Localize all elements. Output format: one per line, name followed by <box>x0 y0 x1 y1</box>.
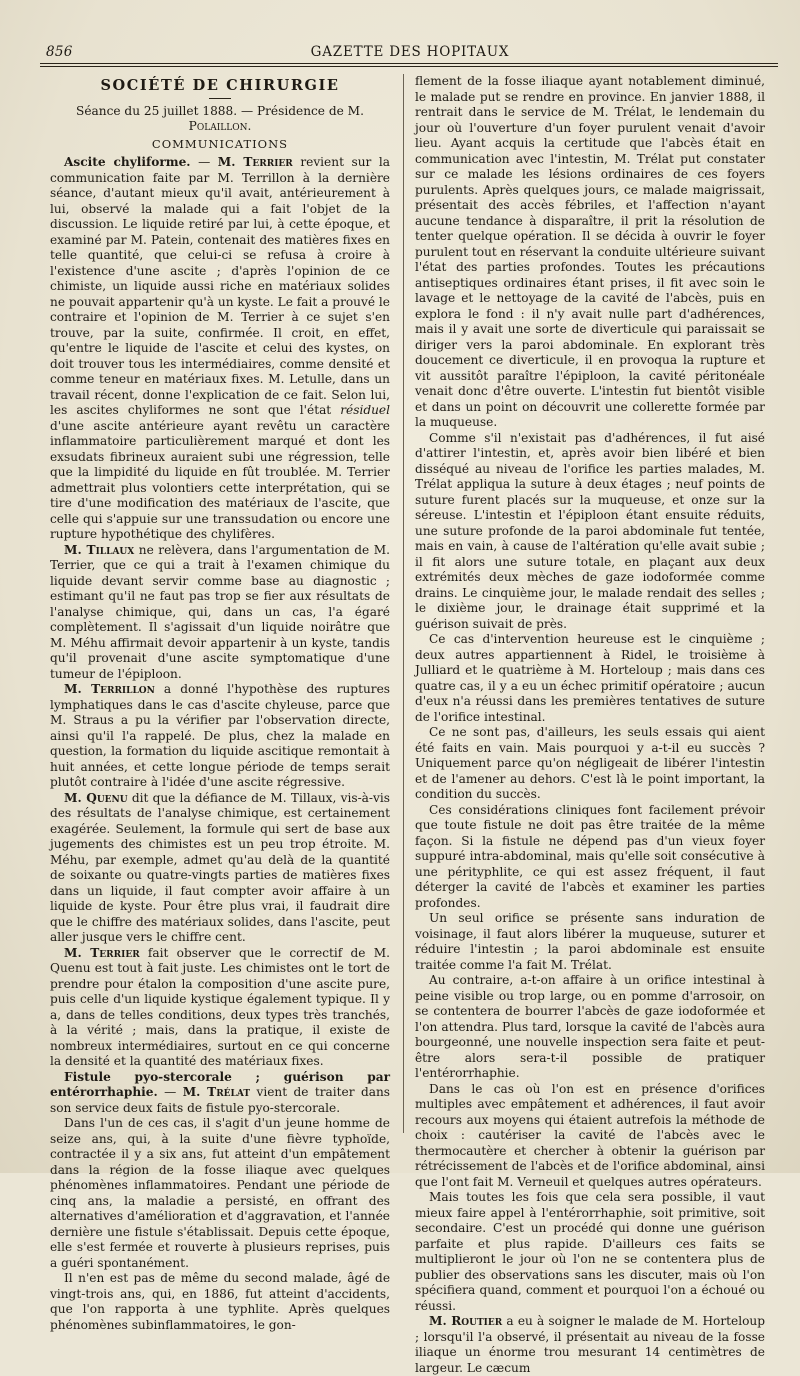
communications-heading: COMMUNICATIONS <box>151 136 289 151</box>
suture-paragraph: Comme s'il n'existait pas d'adhérences, il fut aisé d'attirer l'intestin, et, après avoir bien libéré et bien disséqué au niveau de l'orifice les parties malades, M. Trélat appliqua la suture à deux étages ; neuf points de suture furent placés sur la muqueuse, et onze sur la séreuse. L'intestin et l'épiploon étant ensuite réduits, une suture profonde de la paroi abdominale fut tentée, mais en vain, à cause de l'altération qu'elle avait subie ; il fit alors une suture totale, en plaçant aux deux extrémités deux mèches de gaze iodoformée comme drains. Le cinquième jour, le malade rendait des selles ; le dixième jour, le drainage était supprimé et la guérison suivait de près. <box>415 430 765 631</box>
ascite-text-1: revient sur la communication faite par M. Terrillon à la dernière séance, d'autant mieux qu'il avait, antérieurement à lui, observé la malade qui a fait l'objet de la discussion. Le liquide retiré par lui, à cette époque, et examiné par M. Patein, contenait des matières fixes en telle quantité, que celui-ci se refusa à croire à l'existence d'une ascite ; d'après l'opinion de ce chimiste, un liquide aussi riche en matériaux solides ne pouvait appartenir qu'à un kyste. Le fait a prouvé le contraire et l'opinion de M. Terrier à ce sujet s'en trouve, par la suite, confirmée. Il croit, en effet, qu'entre le liquide de l'ascite et celui des kystes, on doit trouver tous les intermédiaires, comme densité et comme teneur en matériaux fixes. M. Letulle, dans un travail récent, donne l'explication de ce fait. Selon lui, les ascites chyliformes ne sont que l'état <box>50 155 391 417</box>
seance-text: Séance du 25 juillet 1888. — Présidence de M. <box>76 103 364 118</box>
terrier-reply-speaker: M. Terrier <box>64 945 140 960</box>
seance-president: Polaillon <box>188 119 248 133</box>
continuation-paragraph: flement de la fosse iliaque ayant notablement diminué, le malade put se rendre en province. En janvier 1888, il rentrait dans le service de M. Trélat, le lendemain du jour où l'ouverture d'un foyer purulent venait d'avoir lieu. Ayant acquis la certitude que l'abcès était en communication avec l'intestin, M. Trélat put constater sur ce malade les lésions ordinaires de ces foyers purulents. Après quelques jours, ce malade maigrissait, présentait des accès fébriles, et l'affection n'ayant aucune tendance à disparaître, il prit la résolution de tenter quelque opération. Il se décida à ouvrir le foyer purulent tout en réservant la conduite ultérieure suivant l'état des parties profondes. Toutes les précautions antiseptiques ordinaires étant prises, il fit avec soin le lavage et le nettoyage de la cavité de l'abcès, puis en explora le fond : il n'y avait nulle part d'adhérences, mais il y avait une sorte de diverticule qui paraissait se diriger vers la paroi abdominale. En explorant très doucement ce diverticule, il en provoqua la rupture et vit aussitôt paraître l'épiploon, la cavité péritonéale venait donc d'être ouverte. L'intestin fut bientôt visible et dans un point on découvrit une collerette formée par la muqueuse. <box>415 74 765 429</box>
ascite-residual: résiduel <box>340 403 390 417</box>
routier-speaker: M. Routier <box>429 1314 503 1328</box>
case-one-paragraph: Dans l'un de ces cas, il s'agit d'un jeune homme de seize ans, qui, à la suite d'une fièvre typhoïde, contractée il y a six ans, fut atteint d'un empâtement dans la région de la fosse iliaque avec quelques phénomènes inflammatoires. Pendant une période de cinq ans, la maladie a persisté, en offrant des alternatives d'amélioration et d'aggravation, et l'année dernière une fistule s'établissait. Depuis cette époque, elle s'est fermée et rouverte à plusieurs reprises, puis a guéri spontanément. <box>50 1116 390 1270</box>
terrier-reply-text: fait observer que le correctif de M. Quenu est tout à fait juste. Les chimistes ont le tort de prendre pour étalon la composition d'une ascite pure, puis celle d'un liquide kystique également typique. Il y a, dans de telles conditions, deux types très tranchés, à la vérité ; mais, dans la pratique, il existe de nombreux intermédiaires, surtout en ce qui concerne la densité et la quantité des matériaux fixes. <box>50 945 390 1068</box>
fistule-paragraph <box>50 1070 390 1117</box>
seance-line <box>50 104 390 135</box>
ascite-speaker: M. Terrier <box>217 155 293 169</box>
fistule-dash: — <box>157 1085 183 1099</box>
tillaux-speaker: M. Tillaux <box>64 542 135 557</box>
fistule-title: Fistule pyo-stercorale ; guérison par entérorrhaphie. <box>50 1069 390 1099</box>
routier-paragraph <box>415 1314 765 1376</box>
case-two-paragraph: Il n'en est pas de même du second malade, âgé de vingt-trois ans, qui, en 1886, fut atteint d'accidents, que l'on rapporta à une typhlite. Après quelques phénomènes subinflammatoires, le gon- <box>50 1271 390 1332</box>
title-divider <box>209 98 231 99</box>
routier-text: a eu à soigner le malade de M. Horteloup ; lorsqu'il l'a observé, il présentait au niveau de la fosse iliaque un énorme trou mesurant 14 centimètres de largeur. Le cæcum <box>415 1314 765 1375</box>
cases-paragraph: Ce cas d'intervention heureuse est le cinquième ; deux autres appartiennent à Ridel, le troisième à Julliard et le quatrième à M. Horteloup ; mais dans ces quatre cas, il y a eu un échec primitif opératoire ; aucun d'eux n'a réussi dans les premières tentatives de suture de l'orifice intestinal. <box>415 632 765 724</box>
left-column <box>50 74 391 1332</box>
header-rule <box>40 63 778 67</box>
ascite-text-2: d'une ascite antérieure ayant revêtu un caractère inflammatoire particulièrement marqué et dont les exsudats fibrineux auraient subi une régression, telle que la limpidité du liquide en fût troublée. M. Terrier admettrait plus volontiers cette interprétation, qui se tire d'une modification des matériaux de l'ascite, que celle qui s'appuie sur une transsudation ou encore une rupture hypothétique des chylifères. <box>50 418 390 541</box>
section-title: SOCIÉTÉ DE CHIRURGIE <box>100 77 340 94</box>
ascite-paragraph <box>50 155 390 543</box>
column-divider <box>403 74 404 1133</box>
fistule-speaker: M. Trélat <box>182 1085 251 1099</box>
quenu-speaker: M. Quenu <box>64 790 128 805</box>
ascite-dash: — <box>190 155 218 169</box>
quenu-text: dit que la défiance de M. Tillaux, vis-à-vis des résultats de l'analyse chimique, est certainement exagérée. Seulement, la formule qui sert de base aux jugements des chimistes est un peu trop étroite. M. Méhu, par exemple, admet qu'au delà de la quantité de soixante ou quatre-vingts parties de matières fixes dans un liquide, il faut compter avoir affaire à un liquide de kyste. Pour être plus vrai, il faudrait dire que le chiffre des matériaux solides, dans l'ascite, peut aller jusque vers le chiffre cent. <box>50 790 390 944</box>
success-paragraph: Ce ne sont pas, d'ailleurs, les seuls essais qui aient été faits en vain. Mais pourquoi y a-t-il eu succès ? Uniquement parce qu'on négligeait de libérer l'intestin et de l'amener au dehors. C'est là le point important, la condition du succès. <box>415 725 765 801</box>
ascite-title: Ascite chyliforme. <box>64 155 191 169</box>
terrillon-paragraph <box>50 682 390 791</box>
single-orifice-paragraph: Un seul orifice se présente sans induration de voisinage, il faut alors libérer la muqueuse, suturer et réduire l'intestin ; la paroi abdominale est ensuite traitée comme l'a fait M. Trélat. <box>415 911 765 972</box>
enterorrhaphy-paragraph: Mais toutes les fois que cela sera possible, il vaut mieux faire appel à l'entérorrhaphie, soit primitive, soit secondaire. C'est un procédé qui donne une guérison parfaite et plus rapide. D'ailleurs ces faits se multiplieront le jour où l'on ne se contentera plus de publier des observations sans les discuter, mais où l'on spécifiera quand, comment et pourquoi l'on a échoué ou réussi. <box>415 1190 765 1313</box>
large-orifice-paragraph: Au contraire, a-t-on affaire à un orifice intestinal à peine visible ou trop large, ou en pomme d'arrosoir, on se contentera de bourrer l'abcès de gaze iodoformée et l'on attendra. Plus tard, lorsque la cavité de l'abcès aura bourgeonné, une nouvelle inspection sera faite et peut-être alors sera-t-il possible de pratiquer l'entérorrhaphie. <box>415 973 765 1080</box>
fistule-text: vient de traiter dans son service deux faits de fistule pyo-stercorale. <box>50 1085 391 1115</box>
right-column <box>415 74 765 1375</box>
terrillon-text: a donné l'hypothèse des ruptures lymphatiques dans le cas d'ascite chyleuse, parce que M. Straus a pu la vérifier par l'observation directe, ainsi qu'il l'a rappelé. De plus, chez la malade en question, la formation du liquide ascitique remontait à huit années, et cette longue période de temps serait plutôt contraire à l'idée d'une ascite régressive. <box>50 682 390 789</box>
multiple-orifices-paragraph: Dans le cas où l'on est en présence d'orifices multiples avec empâtement et adhérences, il faut avoir recours aux moyens qui étaient autrefois la méthode de choix : cautériser la cavité de l'abcès avec le thermocautère et chercher à obtenir la guérison par rétrécissement de l'abcès et de l'orifice abdominal, ainsi que l'ont fait M. Verneuil et quelques autres opérateurs. <box>415 1081 765 1189</box>
considerations-paragraph: Ces considérations cliniques font facilement prévoir que toute fistule ne doit pas être traitée de la même façon. Si la fistule ne dépend pas d'un vieux foyer suppuré intra-abdominal, mais qu'elle soit consécutive à une pérityphlite, ce qui est assez fréquent, il faut déterger la cavité de l'abcès et examiner les parties profondes. <box>415 802 765 910</box>
terrier-reply-paragraph <box>50 946 390 1070</box>
page-number: 856 <box>46 44 73 60</box>
terrillon-speaker: M. Terrillon <box>64 682 155 696</box>
quenu-paragraph <box>50 791 390 946</box>
tillaux-paragraph <box>50 543 390 683</box>
running-title: GAZETTE DES HOPITAUX <box>310 44 510 60</box>
seance-end: . <box>247 119 252 133</box>
tillaux-text: ne relèvera, dans l'argumentation de M. Terrier, que ce qui a trait à l'examen chimique du liquide devant servir comme base au diagnostic ; estimant qu'il ne faut pas trop se fier aux résultats de l'analyse chimique, qui, dans un cas, l'a égaré complètement. Il s'agissait d'un liquide noirâtre que M. Méhu affirmait devoir appartenir à un kyste, tandis qu'il provenait d'une ascite symptomatique d'une tumeur de l'épiploon. <box>50 542 391 681</box>
